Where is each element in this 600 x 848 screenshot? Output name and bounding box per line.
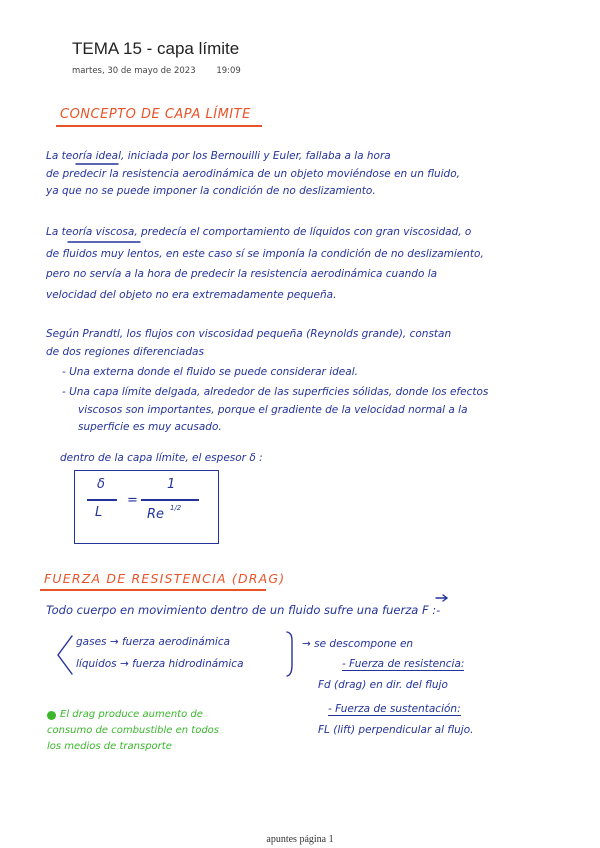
- bullet-2: - Una capa límite delgada, alrededor de las superficies sólidas, donde los efectos: [62, 386, 489, 398]
- bullet-1: - Una externa donde el fluido se puede considerar ideal.: [62, 366, 358, 378]
- p3-line2: de dos regiones diferenciadas: [46, 346, 204, 358]
- thickness-line: dentro de la capa límite, el espesor δ :: [60, 452, 263, 464]
- left-angle-brace: [58, 636, 72, 674]
- bullet-2-cont2: superficie es muy acusado.: [78, 421, 222, 433]
- item-gases: gases → fuerza aerodinámica: [76, 636, 231, 648]
- page-title: TEMA 15 - capa límite: [72, 39, 240, 58]
- note-line2: consumo de combustible en todos: [47, 725, 220, 736]
- p2-line3: pero no servía a la hora de predecir la resistencia aerodinámica cuando la: [46, 268, 438, 280]
- section2-heading: FUERZA DE RESISTENCIA (DRAG): [44, 571, 286, 586]
- sust-label: - Fuerza de sustentación:: [328, 703, 461, 715]
- p3-line1: Según Prandtl, los flujos con viscosidad pequeña (Reynolds grande), constan: [46, 328, 452, 340]
- section1-heading: CONCEPTO DE CAPA LÍMITE: [60, 107, 251, 122]
- p2-line1: La teoría viscosa, predecía el comportamiento de líquidos con gran viscosidad, o: [46, 226, 472, 238]
- page-date: martes, 30 de mayo de 2023: [72, 66, 196, 76]
- formula-exponent: 1/2: [170, 504, 182, 512]
- formula-L: L: [95, 505, 103, 520]
- p2-line4: velocidad del objeto no era extremadamente pequeña.: [46, 289, 337, 301]
- section2-intro: Todo cuerpo en movimiento dentro de un fluido sufre una fuerza F :-: [46, 603, 441, 617]
- vector-arrow-icon: [436, 595, 447, 601]
- resist-label: - Fuerza de resistencia:: [342, 658, 465, 670]
- p1-line2: de predecir la resistencia aerodinámica de un objeto moviéndose en un fluido,: [46, 168, 460, 180]
- p1-line1: La teoría ideal, iniciada por los Bernouilli y Euler, fallaba a la hora: [46, 150, 391, 162]
- formula-delta: δ: [97, 477, 105, 492]
- right-bracket: [287, 632, 292, 676]
- note-line3: los medios de transporte: [47, 741, 172, 752]
- note-line1: El drag produce aumento de: [60, 709, 203, 720]
- page-time: 19:09: [216, 66, 241, 76]
- p2-line2: de fluidos muy lentos, en este caso sí se imponía la condición de no deslizamiento,: [46, 248, 484, 260]
- formula-one: 1: [167, 477, 176, 492]
- resist-desc: Fd (drag) en dir. del flujo: [318, 679, 448, 691]
- page-footer: apuntes página 1: [266, 834, 334, 845]
- sust-desc: FL (lift) perpendicular al flujo.: [318, 724, 474, 736]
- item-liquidos: líquidos → fuerza hidrodinámica: [76, 658, 244, 670]
- formula-Re: Re: [147, 507, 165, 522]
- formula-equals: =: [127, 493, 138, 508]
- decomp-label: → se descompone en: [302, 638, 414, 650]
- bullet-2-cont1: viscosos son importantes, porque el gradiente de la velocidad normal a la: [78, 404, 468, 416]
- p1-line3: ya que no se puede imponer la condición de no deslizamiento.: [46, 185, 376, 197]
